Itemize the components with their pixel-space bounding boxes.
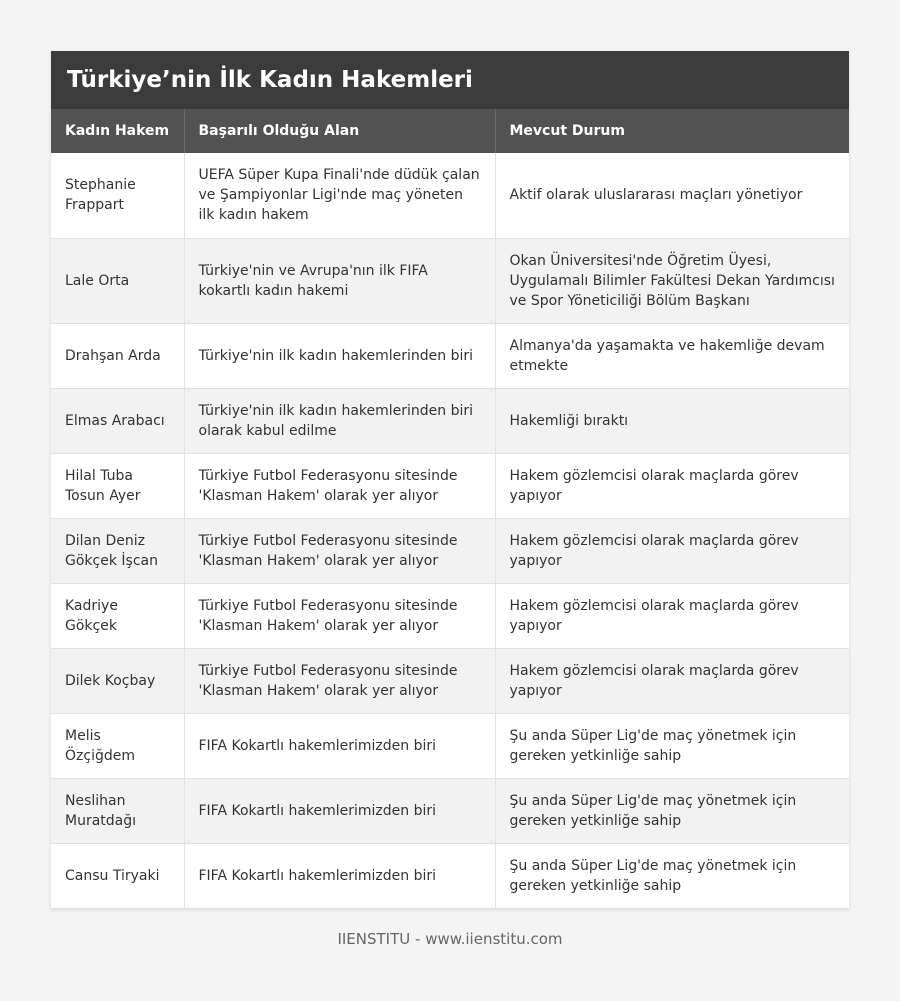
achievement: FIFA Kokartlı hakemlerimizden biri	[184, 843, 495, 908]
referee-name: Kadriye Gökçek	[51, 583, 184, 648]
current-status: Şu anda Süper Lig'de maç yönetmek için gereken yetkinliğe sahip	[495, 843, 849, 908]
current-status: Şu anda Süper Lig'de maç yönetmek için gereken yetkinliğe sahip	[495, 778, 849, 843]
achievement: Türkiye'nin ilk kadın hakemlerinden biri	[184, 323, 495, 388]
column-header-achievement: Başarılı Olduğu Alan	[184, 109, 495, 153]
table-row	[51, 583, 849, 648]
table-row	[51, 388, 849, 453]
referee-name: Hilal Tuba Tosun Ayer	[51, 453, 184, 518]
table-row	[51, 453, 849, 518]
current-status: Almanya'da yaşamakta ve hakemliğe devam etmekte	[495, 323, 849, 388]
referee-name: Dilek Koçbay	[51, 648, 184, 713]
table-row	[51, 238, 849, 323]
table-row	[51, 648, 849, 713]
referee-name: Stephanie Frappart	[51, 153, 184, 238]
referees-table	[51, 109, 849, 909]
achievement: Türkiye Futbol Federasyonu sitesinde 'Klasman Hakem' olarak yer alıyor	[184, 648, 495, 713]
current-status: Şu anda Süper Lig'de maç yönetmek için gereken yetkinliğe sahip	[495, 713, 849, 778]
table-card	[51, 51, 849, 909]
achievement: Türkiye Futbol Federasyonu sitesinde 'Klasman Hakem' olarak yer alıyor	[184, 518, 495, 583]
achievement: Türkiye Futbol Federasyonu sitesinde 'Klasman Hakem' olarak yer alıyor	[184, 583, 495, 648]
referee-name: Dilan Deniz Gökçek İşcan	[51, 518, 184, 583]
achievement: Türkiye'nin ve Avrupa'nın ilk FIFA kokartlı kadın hakemi	[184, 238, 495, 323]
achievement: UEFA Süper Kupa Finali'nde düdük çalan ve Şampiyonlar Ligi'nde maç yöneten ilk kadın hakem	[184, 153, 495, 238]
current-status: Hakem gözlemcisi olarak maçlarda görev yapıyor	[495, 648, 849, 713]
table-row	[51, 843, 849, 908]
table-row	[51, 778, 849, 843]
table-row	[51, 518, 849, 583]
achievement: Türkiye Futbol Federasyonu sitesinde 'Klasman Hakem' olarak yer alıyor	[184, 453, 495, 518]
current-status: Hakem gözlemcisi olarak maçlarda görev yapıyor	[495, 453, 849, 518]
column-header-status: Mevcut Durum	[495, 109, 849, 153]
current-status: Okan Üniversitesi'nde Öğretim Üyesi, Uygulamalı Bilimler Fakültesi Dekan Yardımcısı ve Spor Yöneticiliği Bölüm Başkanı	[495, 238, 849, 323]
table-row	[51, 713, 849, 778]
current-status: Hakemliği bıraktı	[495, 388, 849, 453]
current-status: Hakem gözlemcisi olarak maçlarda görev yapıyor	[495, 583, 849, 648]
achievement: Türkiye'nin ilk kadın hakemlerinden biri olarak kabul edilme	[184, 388, 495, 453]
achievement: FIFA Kokartlı hakemlerimizden biri	[184, 713, 495, 778]
column-header-referee: Kadın Hakem	[51, 109, 184, 153]
current-status: Hakem gözlemcisi olarak maçlarda görev yapıyor	[495, 518, 849, 583]
table-header-row	[51, 109, 849, 153]
current-status: Aktif olarak uluslararası maçları yönetiyor	[495, 153, 849, 238]
table-row	[51, 323, 849, 388]
referee-name: Lale Orta	[51, 238, 184, 323]
referee-name: Cansu Tiryaki	[51, 843, 184, 908]
referee-name: Elmas Arabacı	[51, 388, 184, 453]
table-title: Türkiye’nin İlk Kadın Hakemleri	[51, 51, 849, 109]
referee-name: Neslihan Muratdağı	[51, 778, 184, 843]
table-row	[51, 153, 849, 238]
referee-name: Drahşan Arda	[51, 323, 184, 388]
footer-credit: IIENSTITU - www.iienstitu.com	[337, 930, 563, 948]
achievement: FIFA Kokartlı hakemlerimizden biri	[184, 778, 495, 843]
referee-name: Melis Özçiğdem	[51, 713, 184, 778]
